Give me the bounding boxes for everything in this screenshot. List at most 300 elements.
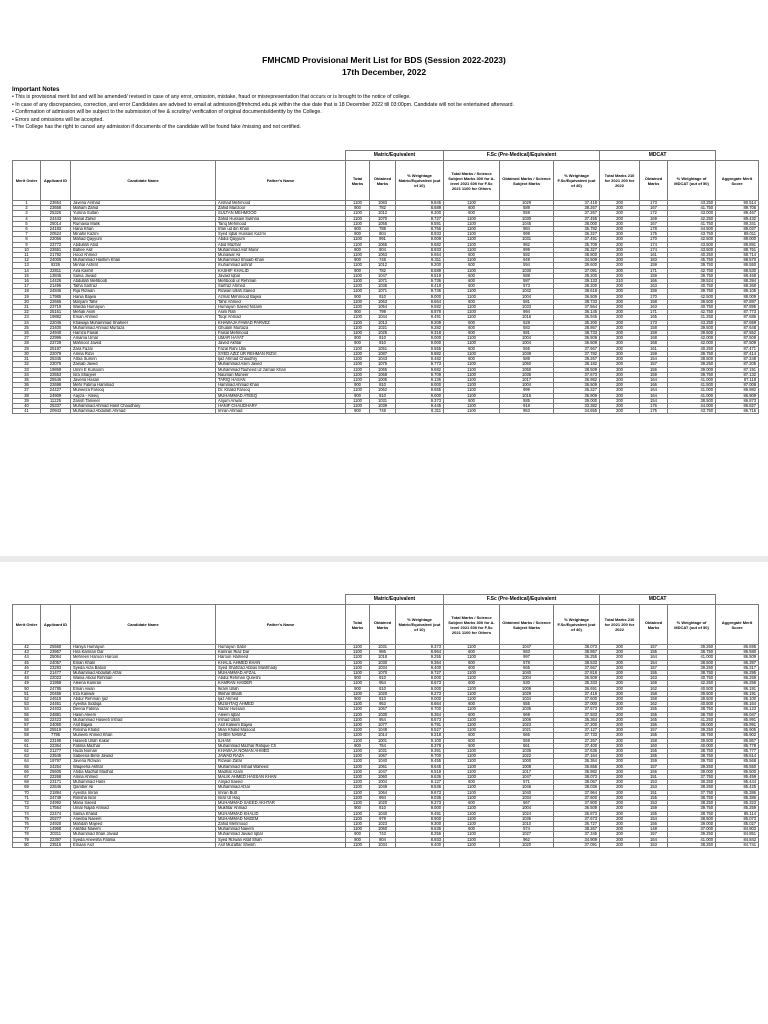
table-cell: 39.000: [668, 723, 716, 728]
table-cell: 23076: [41, 362, 71, 367]
table-cell: Mahdah Majeed: [71, 821, 216, 826]
table-cell: 40.500: [668, 702, 716, 707]
table-cell: 600: [444, 206, 500, 211]
table-cell: 88.530: [716, 268, 759, 273]
table-cell: 1064: [370, 790, 396, 795]
table-cell: Waqeeha Akhtar: [71, 764, 216, 769]
table-cell: 40.750: [668, 305, 716, 310]
table-cell: 30: [13, 351, 41, 356]
table-cell: 73: [13, 806, 41, 811]
table-cell: 71: [13, 795, 41, 800]
table-cell: 1014: [370, 733, 396, 738]
table-cell: 994: [500, 310, 554, 315]
table-cell: 174: [640, 247, 668, 252]
table-cell: 582: [500, 253, 554, 258]
table-cell: 89.467: [716, 211, 759, 216]
table-cell: Syed Shahzad Abbas Mashhady: [216, 665, 346, 670]
column-header: % Weightage of MDCAT (out of 50): [668, 161, 716, 201]
table-cell: 810: [370, 383, 396, 388]
table-cell: 151: [640, 790, 668, 795]
column-header: Total Marks 210 for 2021 200 for 2022: [600, 161, 640, 201]
table-cell: 954: [370, 717, 396, 722]
table-cell: 1051: [370, 346, 396, 351]
table-cell: 9.000: [396, 676, 444, 681]
table-cell: 155: [640, 712, 668, 717]
note-item: • Errors and omissions will be accepted.: [12, 116, 104, 123]
table-cell: 165: [640, 315, 668, 320]
table-cell: 38.000: [554, 221, 600, 226]
table-cell: MALIK AHMED HASSAN KHAN: [216, 775, 346, 780]
table-cell: 1100: [346, 733, 370, 738]
table-cell: 200: [600, 331, 640, 336]
table-cell: 600: [444, 650, 500, 655]
table-cell: Rimsha Khalid: [71, 728, 216, 733]
table-cell: 200: [600, 294, 640, 299]
table-cell: 9.127: [396, 780, 444, 785]
table-cell: 36.509: [554, 676, 600, 681]
table-cell: 1100: [346, 671, 370, 676]
table-cell: 1035: [500, 749, 554, 754]
table-cell: 39.250: [668, 728, 716, 733]
table-cell: 1100: [346, 712, 370, 717]
table-cell: 571: [500, 780, 554, 785]
table-cell: 38.036: [554, 785, 600, 790]
table-cell: 159: [640, 351, 668, 356]
table-cell: 20456: [41, 691, 71, 696]
table-cell: 23658: [41, 206, 71, 211]
table-cell: 200: [600, 728, 640, 733]
table-cell: 1100: [346, 372, 370, 377]
table-cell: 900: [346, 258, 370, 263]
table-cell: 9226: [41, 263, 71, 268]
table-cell: 210: [600, 279, 640, 284]
table-cell: 200: [600, 232, 640, 237]
table-cell: 900: [346, 686, 370, 691]
table-cell: 565: [500, 665, 554, 670]
table-cell: 200: [600, 837, 640, 842]
table-cell: 594: [500, 263, 554, 268]
table-cell: 37.933: [554, 712, 600, 717]
table-cell: 567: [500, 801, 554, 806]
table-cell: 69: [13, 785, 41, 790]
table-cell: 22046: [41, 320, 71, 325]
table-cell: 200: [600, 357, 640, 362]
table-cell: 200: [600, 289, 640, 294]
table-cell: 155: [640, 749, 668, 754]
table-cell: 200: [600, 263, 640, 268]
table-cell: 200: [600, 707, 640, 712]
table-cell: Hasin Aleem: [71, 712, 216, 717]
table-cell: 1030: [370, 712, 396, 717]
table-cell: Asif Muzaffar Sheikh: [216, 842, 346, 847]
table-cell: Fazal Rahi Ulla: [216, 346, 346, 351]
table-cell: 24057: [41, 660, 71, 665]
table-cell: 37.600: [554, 697, 600, 702]
table-cell: 900: [346, 294, 370, 299]
table-cell: 35: [13, 377, 41, 382]
table-cell: 155: [640, 811, 668, 816]
table-cell: 559: [500, 211, 554, 216]
table-cell: 39.750: [668, 273, 716, 278]
table-cell: Amama Umar: [71, 336, 216, 341]
table-cell: 9.373: [396, 645, 444, 650]
table-cell: 1100: [346, 728, 370, 733]
table-cell: 9.518: [396, 273, 444, 278]
table-cell: 1100: [444, 795, 500, 800]
table-cell: 900: [346, 697, 370, 702]
table-cell: 20524: [41, 232, 71, 237]
table-cell: 22364: [41, 743, 71, 748]
table-cell: 25546: [41, 377, 71, 382]
table-cell: 600: [444, 712, 500, 717]
table-cell: 1100: [346, 305, 370, 310]
table-cell: 200: [600, 816, 640, 821]
table-cell: 38.500: [668, 660, 716, 665]
table-cell: 43.250: [668, 320, 716, 325]
table-cell: 37.800: [554, 801, 600, 806]
table-cell: 1100: [346, 780, 370, 785]
table-cell: 25605: [41, 769, 71, 774]
table-cell: 40.250: [668, 346, 716, 351]
table-cell: 39.750: [668, 372, 716, 377]
table-cell: 154: [640, 398, 668, 403]
table-cell: 9.664: [396, 253, 444, 258]
table-cell: 1100: [444, 216, 500, 221]
table-cell: 1023: [500, 723, 554, 728]
table-cell: 38: [13, 393, 41, 398]
table-cell: 1100: [346, 331, 370, 336]
table-cell: Muhammad Irshad Waheed: [216, 764, 346, 769]
column-header: % Weightage F.Sc/Equivalent (out of 40): [554, 605, 600, 645]
table-cell: 157: [640, 645, 668, 650]
table-cell: 10: [13, 247, 41, 252]
table-cell: 1049: [370, 785, 396, 790]
table-cell: 1005: [370, 377, 396, 382]
table-cell: 24785: [41, 686, 71, 691]
table-cell: 9.673: [396, 790, 444, 795]
table-cell: Rimsha Israr: [71, 795, 216, 800]
table-cell: 25326: [41, 211, 71, 216]
table-cell: 36.327: [554, 247, 600, 252]
table-cell: 900: [346, 393, 370, 398]
table-cell: 962: [500, 837, 554, 842]
table-cell: 39.500: [668, 738, 716, 743]
table-cell: 804: [370, 232, 396, 237]
table-cell: 87.773: [716, 310, 759, 315]
table-cell: 1063: [370, 299, 396, 304]
table-cell: 743: [370, 832, 396, 837]
table-cell: 1008: [500, 764, 554, 769]
table-cell: 200: [600, 310, 640, 315]
table-cell: 43.250: [668, 201, 716, 206]
table-cell: 1025: [370, 331, 396, 336]
table-cell: 31: [13, 357, 41, 362]
table-cell: 9.009: [396, 237, 444, 242]
table-cell: 85.114: [716, 811, 759, 816]
table-cell: 86.716: [716, 409, 759, 414]
table-cell: Kamran Riaz Dar: [216, 650, 346, 655]
table-cell: 36.655: [554, 764, 600, 769]
table-cell: 1100: [444, 232, 500, 237]
table-cell: 1012: [370, 263, 396, 268]
table-cell: 169: [640, 681, 668, 686]
table-cell: 994: [370, 795, 396, 800]
table-cell: 583: [500, 650, 554, 655]
table-cell: 200: [600, 367, 640, 372]
table-cell: Haroon Hameed: [216, 655, 346, 660]
table-row: [13, 842, 759, 847]
table-cell: 1022: [500, 754, 554, 759]
document-title: FMHCMD Provisional Merit List for BDS (Session 2022-2023): [262, 55, 506, 65]
table-cell: 88.891: [716, 242, 759, 247]
table-cell: 9.845: [396, 201, 444, 206]
table-cell: 900: [346, 336, 370, 341]
table-cell: 36.509: [554, 806, 600, 811]
table-cell: 70: [13, 790, 41, 795]
table-cell: 999: [500, 232, 554, 237]
table-cell: 1036: [370, 284, 396, 289]
table-cell: 36.255: [554, 655, 600, 660]
table-cell: 200: [600, 221, 640, 226]
table-cell: 9.000: [396, 697, 444, 702]
table-cell: 38.867: [554, 325, 600, 330]
table-cell: 200: [600, 253, 640, 258]
table-cell: 1040: [370, 759, 396, 764]
table-cell: Muhammad Ahmad Hanif Chaudhary: [71, 403, 216, 408]
table-cell: 39.250: [668, 764, 716, 769]
table-cell: 9.400: [396, 665, 444, 670]
column-header: Obtained Marks: [370, 161, 396, 201]
table-cell: 600: [444, 320, 500, 325]
table-cell: 37.127: [554, 728, 600, 733]
table-cell: 43.500: [668, 247, 716, 252]
table-cell: 1004: [500, 341, 554, 346]
table-cell: 9.636: [396, 827, 444, 832]
table-cell: Arbia Sumrin: [71, 357, 216, 362]
table-cell: 21477: [41, 671, 71, 676]
table-cell: Maria Saeed: [71, 801, 216, 806]
table-cell: 999: [500, 247, 554, 252]
table-cell: 38.750: [668, 707, 716, 712]
table-cell: 1031: [370, 749, 396, 754]
table-cell: 1071: [370, 279, 396, 284]
column-header: % Weightage F.Sc/Equivalent (out of 40): [554, 161, 600, 201]
table-cell: 38.750: [668, 795, 716, 800]
table-cell: 1100: [444, 377, 500, 382]
table-cell: 8.673: [396, 681, 444, 686]
table-cell: 600: [444, 738, 500, 743]
table-cell: 164: [640, 388, 668, 393]
table-cell: 9.455: [396, 759, 444, 764]
table-cell: 36: [13, 383, 41, 388]
table-cell: 153: [640, 785, 668, 790]
table-cell: 86.982: [716, 388, 759, 393]
table-cell: 900: [346, 837, 370, 842]
table-cell: 38.500: [668, 816, 716, 821]
table-cell: 37.418: [554, 691, 600, 696]
table-cell: 25161: [41, 310, 71, 315]
table-cell: 200: [600, 284, 640, 289]
table-cell: 200: [600, 325, 640, 330]
table-cell: 39.250: [668, 645, 716, 650]
table-cell: 1004: [500, 383, 554, 388]
table-cell: 39.250: [668, 832, 716, 837]
table-cell: 1100: [346, 738, 370, 743]
table-cell: 159: [640, 759, 668, 764]
table-cell: 89.011: [716, 232, 759, 237]
table-cell: 88.368: [716, 284, 759, 289]
table-cell: 1100: [346, 645, 370, 650]
table-cell: 1023: [370, 821, 396, 826]
table-cell: Azmat Mehmood Bajwa: [216, 294, 346, 299]
table-cell: 997: [500, 655, 554, 660]
table-cell: 1100: [346, 388, 370, 393]
table-cell: Hana Khan: [71, 227, 216, 232]
table-cell: 12: [13, 258, 41, 263]
table-cell: 22651: [41, 247, 71, 252]
table-cell: 1100: [346, 769, 370, 774]
table-cell: 200: [600, 681, 640, 686]
table-cell: 1100: [444, 728, 500, 733]
table-cell: 37.750: [668, 775, 716, 780]
table-cell: 32: [13, 362, 41, 367]
table-cell: 40: [13, 403, 41, 408]
table-cell: 58: [13, 728, 41, 733]
table-cell: 164: [640, 837, 668, 842]
table-cell: 22079: [41, 351, 71, 356]
table-cell: 42.500: [668, 294, 716, 299]
table-cell: 35.709: [554, 242, 600, 247]
table-cell: 1047: [370, 769, 396, 774]
table-cell: 1100: [346, 811, 370, 816]
table-cell: 9.882: [396, 351, 444, 356]
table-cell: 9.000: [396, 806, 444, 811]
table-cell: 1100: [346, 398, 370, 403]
table-cell: Zara Fazal: [71, 346, 216, 351]
table-cell: 46: [13, 665, 41, 670]
table-cell: 157: [640, 764, 668, 769]
table-cell: Humayun Sabir: [216, 645, 346, 650]
table-cell: 1031: [370, 645, 396, 650]
table-cell: 200: [600, 645, 640, 650]
table-cell: 34.655: [554, 409, 600, 414]
table-cell: 1100: [444, 221, 500, 226]
table-cell: SHIEH NAWAZ: [216, 733, 346, 738]
table-cell: 9.700: [396, 754, 444, 759]
table-cell: 37.673: [554, 707, 600, 712]
table-cell: 8.756: [396, 227, 444, 232]
table-cell: 1100: [346, 691, 370, 696]
column-header: Total Marks: [346, 605, 370, 645]
table-cell: 37.564: [554, 305, 600, 310]
table-cell: 982: [500, 242, 554, 247]
table-cell: Emaan Asif: [71, 842, 216, 847]
table-cell: 22811: [41, 268, 71, 273]
table-cell: 34.909: [554, 837, 600, 842]
table-cell: 1100: [346, 315, 370, 320]
table-cell: 22553: [41, 372, 71, 377]
table-cell: 21959: [41, 681, 71, 686]
table-cell: 1100: [444, 294, 500, 299]
table-cell: 41.250: [668, 315, 716, 320]
table-cell: 39.000: [668, 367, 716, 372]
table-cell: 1034: [500, 795, 554, 800]
table-cell: 200: [600, 346, 640, 351]
table-cell: 1100: [444, 707, 500, 712]
table-cell: 22023: [41, 676, 71, 681]
table-cell: 23283: [41, 665, 71, 670]
table-cell: 74: [13, 811, 41, 816]
table-cell: 1100: [346, 253, 370, 258]
table-cell: 9.218: [396, 733, 444, 738]
table-cell: 1100: [444, 754, 500, 759]
table-cell: 200: [600, 403, 640, 408]
table-cell: Manal Zahid: [71, 216, 216, 221]
table-cell: 200: [600, 691, 640, 696]
table-cell: 1034: [500, 697, 554, 702]
table-cell: 900: [346, 743, 370, 748]
table-cell: 1100: [346, 723, 370, 728]
table-cell: 804: [370, 247, 396, 252]
table-cell: 42.000: [668, 336, 716, 341]
table-cell: 200: [600, 227, 640, 232]
table-cell: 24909: [41, 393, 71, 398]
table-cell: 600: [444, 660, 500, 665]
table-cell: 1004: [500, 336, 554, 341]
table-cell: 1100: [346, 681, 370, 686]
table-cell: 578: [500, 660, 554, 665]
table-cell: 156: [640, 367, 668, 372]
table-cell: 89.432: [716, 216, 759, 221]
table-cell: Ayesha Siddiqa: [71, 702, 216, 707]
table-cell: 1100: [444, 305, 500, 310]
table-cell: 9.136: [396, 377, 444, 382]
table-cell: 900: [346, 232, 370, 237]
table-cell: 1034: [370, 842, 396, 847]
table-cell: 600: [444, 681, 500, 686]
important-notes: [12, 86, 756, 132]
table-cell: 1017: [500, 377, 554, 382]
table-cell: 40.750: [668, 676, 716, 681]
table-cell: Zahid Mehmood: [216, 821, 346, 826]
table-cell: Maryam Tahir: [71, 299, 216, 304]
table-cell: 157: [640, 832, 668, 837]
table-cell: Aleem Iqbal: [216, 712, 346, 717]
table-cell: 42.750: [668, 310, 716, 315]
table-cell: 589: [500, 206, 554, 211]
table-cell: 87.552: [716, 331, 759, 336]
document-page-2: [0, 562, 768, 1024]
table-cell: 200: [600, 362, 640, 367]
table-cell: 87.248: [716, 357, 759, 362]
table-cell: 555: [500, 702, 554, 707]
table-cell: 200: [600, 211, 640, 216]
table-cell: Muhammad Abdullah Afzal: [71, 671, 216, 676]
table-cell: 24254: [41, 764, 71, 769]
table-cell: 1100: [444, 409, 500, 414]
table-cell: 36.509: [554, 336, 600, 341]
table-cell: 37.673: [554, 372, 600, 377]
table-cell: 85.027: [716, 821, 759, 826]
table-cell: 23654: [41, 201, 71, 206]
table-cell: 22268: [41, 775, 71, 780]
table-cell: 85.550: [716, 764, 759, 769]
table-cell: 21277: [41, 749, 71, 754]
table-cell: 36.364: [554, 759, 600, 764]
table-cell: 76: [13, 821, 41, 826]
table-cell: 43.000: [668, 211, 716, 216]
table-cell: Wania Abdul Rehman: [71, 676, 216, 681]
